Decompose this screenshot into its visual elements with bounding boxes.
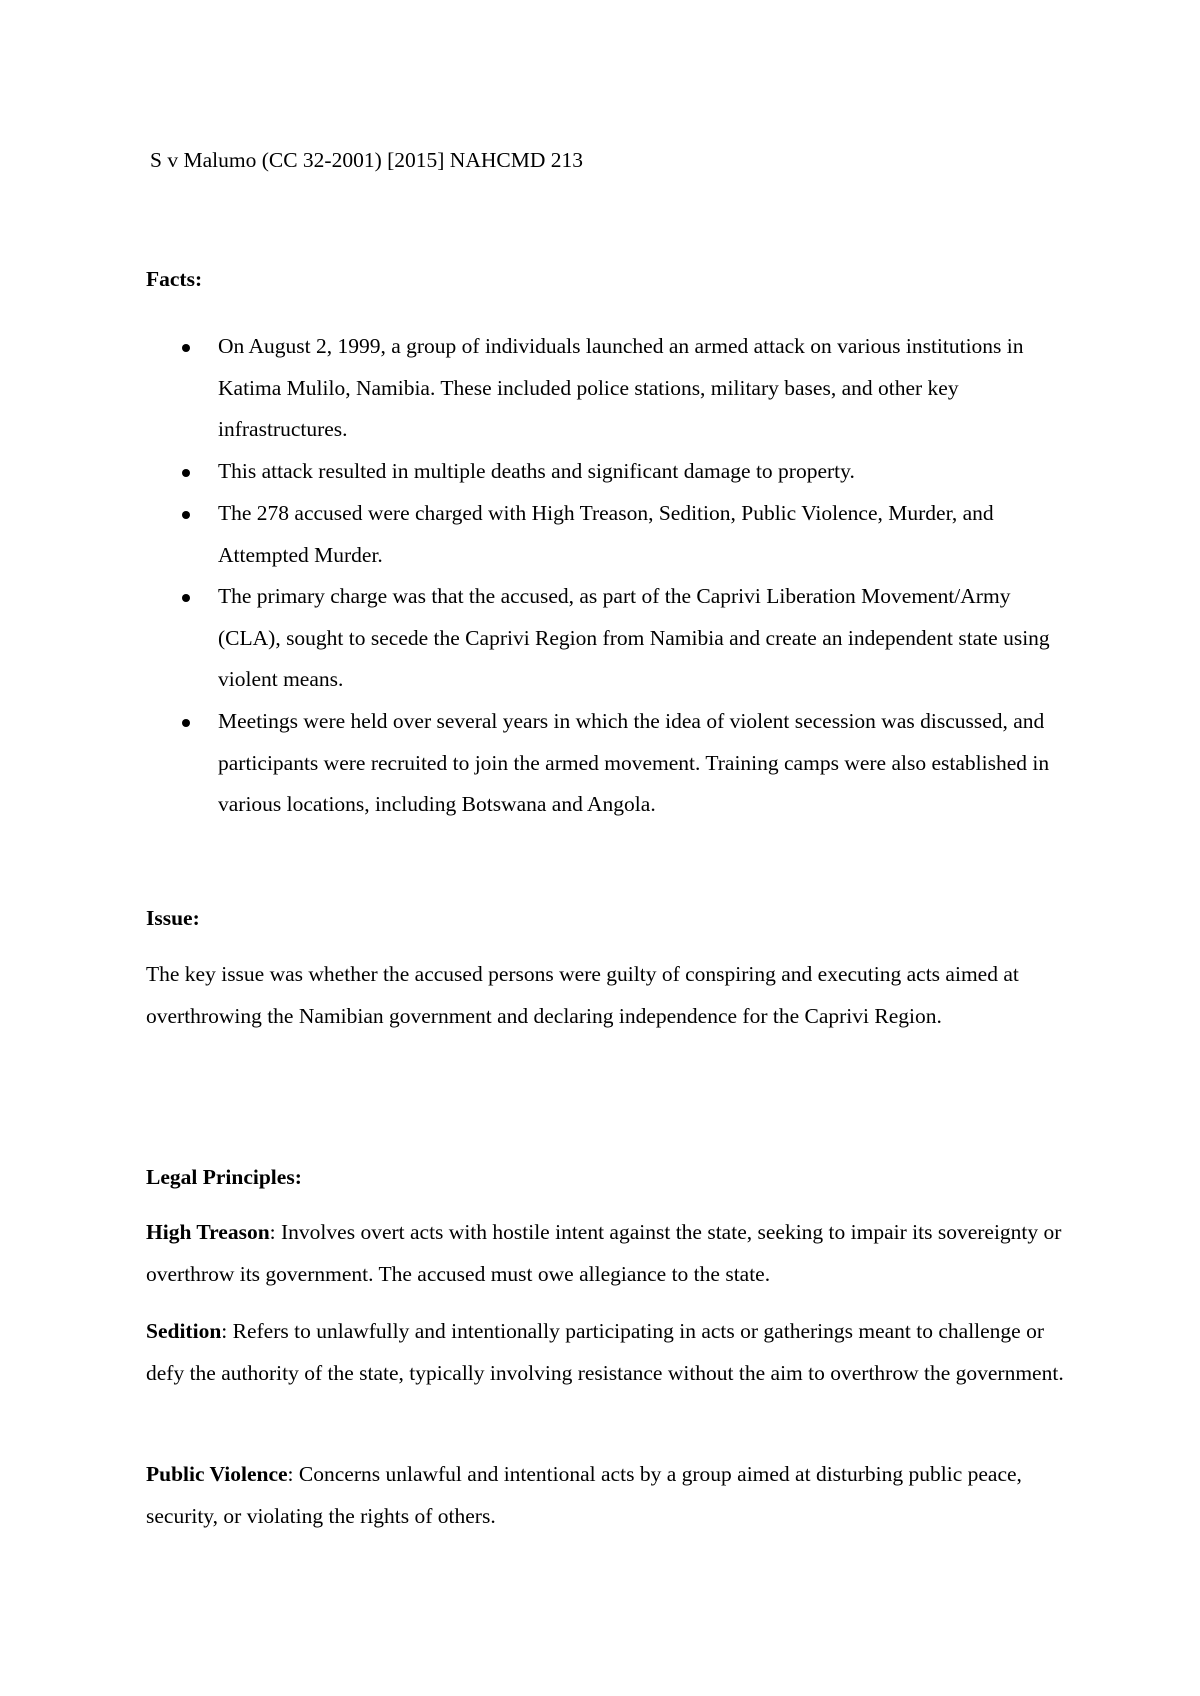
fact-text: The primary charge was that the accused, as part of the Caprivi Liberation Movement/Army (CLA), sought to secede the Caprivi Region from Namibia and create an independent state using violent means.	[218, 584, 1050, 691]
principle-term: Public Violence	[146, 1462, 288, 1486]
fact-text: Meetings were held over several years in which the idea of violent secession was discussed, and participants were recruited to join the armed movement. Training camps were also established in various locations, including Botswana and Angola.	[218, 709, 1050, 816]
principle-definition: : Refers to unlawfully and intentionally participating in acts or gatherings meant to challenge or defy the authority of the state, typically involving resistance without the aim to overthrow the government.	[146, 1319, 1064, 1385]
bullet-icon	[182, 594, 190, 602]
case-title: S v Malumo (CC 32-2001) [2015] NAHCMD 213	[150, 148, 583, 172]
bullet-icon	[182, 511, 190, 519]
bullet-icon	[182, 344, 190, 352]
principle-term: High Treason	[146, 1220, 270, 1244]
facts-heading: Facts:	[146, 267, 203, 291]
issue-text: The key issue was whether the accused persons were guilty of conspiring and executing acts aimed at overthrowing the Namibian government and declaring independence for the Caprivi Region.	[146, 962, 1019, 1028]
principle-definition: : Concerns unlawful and intentional acts by a group aimed at disturbing public peace, security, or violating the rights of others.	[146, 1462, 1022, 1528]
principle-definition: : Involves overt acts with hostile intent against the state, seeking to impair its sovereignty or overthrow its government. The accused must owe allegiance to the state.	[146, 1220, 1062, 1286]
principle-sedition	[146, 1311, 1076, 1394]
principle-term: Sedition	[146, 1319, 222, 1343]
bullet-icon	[182, 469, 190, 477]
principle-high-treason	[146, 1212, 1076, 1295]
principle-public-violence	[146, 1454, 1076, 1537]
bullet-icon	[182, 719, 190, 727]
issue-heading: Issue:	[146, 906, 200, 930]
fact-text: The 278 accused were charged with High Treason, Sedition, Public Violence, Murder, and Attempted Murder.	[218, 501, 994, 567]
fact-text: This attack resulted in multiple deaths and significant damage to property.	[218, 459, 855, 483]
legal-principles-heading: Legal Principles:	[146, 1165, 302, 1189]
fact-text: On August 2, 1999, a group of individuals launched an armed attack on various institutions in Katima Mulilo, Namibia. These included police stations, military bases, and other key infrastructures.	[218, 334, 1024, 441]
